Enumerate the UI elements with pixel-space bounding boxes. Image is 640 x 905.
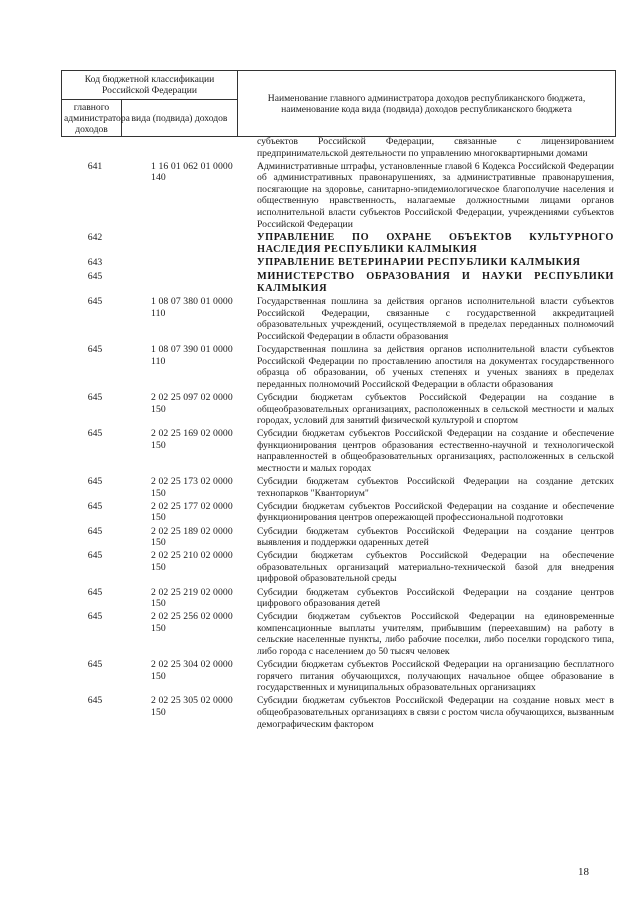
income-code-cell xyxy=(129,136,249,159)
table-row xyxy=(61,501,616,524)
income-name-cell: Субсидии бюджетам субъектов Российской Федерации на создание центров выявления и поддержки одаренных детей xyxy=(257,525,614,549)
table-row xyxy=(61,659,616,694)
income-name-cell: Субсидии бюджетам субъектов Российской Федерации на создание новых мест в общеобразовательных организациях в связи с ростом числа обучающихся, вызванным демографическим фактором xyxy=(257,695,614,730)
table-row xyxy=(61,161,616,231)
income-name-cell: Субсидии бюджетам субъектов Российской Федерации на обеспечение образовательных организаций материально-технической базой для внедрения цифровой образовательной среды xyxy=(257,550,614,585)
table-body xyxy=(61,136,616,732)
income-code-cell: 2 02 25 173 02 0000 150 xyxy=(151,476,233,499)
income-name-cell: Государственная пошлина за действия органов исполнительной власти субъектов Российской Федерации по проставлению апостиля на документах государственного образца об образовании, об ученых степенях и ученых званиях в пределах переданных полномочий Российской Федерации в области образования xyxy=(257,344,614,390)
income-name-cell: субъектов Российской Федерации, связанные с лицензированием предпринимательской деятельности по управлению многоквартирными домами xyxy=(257,136,614,159)
table-row xyxy=(61,296,616,342)
income-code-cell: 2 02 25 177 02 0000 150 xyxy=(151,500,233,524)
table-row xyxy=(61,428,616,474)
admin-code-cell: 645 xyxy=(87,344,103,356)
table-row xyxy=(61,611,616,657)
admin-code-cell: 645 xyxy=(87,428,103,440)
page-number: 18 xyxy=(578,866,589,878)
table-row xyxy=(61,695,616,730)
income-code-cell: 1 08 07 380 01 0000 110 xyxy=(151,296,233,319)
table-row xyxy=(61,271,616,295)
income-name-cell: Субсидии бюджетам субъектов Российской Федерации на создание и обеспечение функционирования центров опережающей профессиональной подготовки xyxy=(257,500,614,524)
income-code-cell: 2 02 25 169 02 0000 150 xyxy=(151,428,233,451)
admin-code-cell: 641 xyxy=(87,160,103,172)
admin-code-cell: 645 xyxy=(87,476,103,488)
admin-code-cell: 645 xyxy=(87,296,103,308)
income-name-cell: Субсидии бюджетам субъектов Российской Федерации на организацию бесплатного горячего питания обучающихся, получающих начальное общее образование в государственных и муниципальных образовательных организациях xyxy=(257,659,614,694)
income-code-cell: 1 08 07 390 01 0000 110 xyxy=(151,344,233,367)
admin-code-cell: 645 xyxy=(87,500,103,512)
income-name-cell: Субсидии бюджетам субъектов Российской Федерации на создание и обеспечение функционирования центров образования естественно-научной и технологической направленностей в общеобразовательных организациях, расположенных в сельской местности и малых городах xyxy=(257,428,614,475)
admin-code-cell: 645 xyxy=(87,611,103,623)
income-name-cell: Субсидии бюджетам субъектов Российской Федерации на создание центров цифрового образования детей xyxy=(257,586,614,610)
income-code-cell: 2 02 25 219 02 0000 150 xyxy=(151,586,233,610)
table-row xyxy=(61,257,616,269)
admin-code-cell: 645 xyxy=(87,659,103,671)
admin-code-cell: 645 xyxy=(87,270,103,282)
admin-code-cell: 645 xyxy=(87,586,103,598)
table-row xyxy=(61,136,616,159)
name-column-header: Наименование главного администратора доходов республиканского бюджета, наименование кода вида (подвида) доходов республиканского бюджета xyxy=(238,71,616,137)
admin-code-cell: 645 xyxy=(87,695,103,707)
income-code-cell: 2 02 25 305 02 0000 150 xyxy=(151,695,233,718)
income-code-cell: 2 02 25 097 02 0000 150 xyxy=(151,392,233,415)
admin-code-cell: 645 xyxy=(87,550,103,562)
admin-column-header: главного администратора доходов xyxy=(62,100,122,137)
income-name-cell: МИНИСТЕРСТВО ОБРАЗОВАНИЯ И НАУКИ РЕСПУБЛИКИ КАЛМЫКИЯ xyxy=(257,270,614,294)
admin-code-cell: 643 xyxy=(87,257,103,269)
income-name-cell: УПРАВЛЕНИЕ ВЕТЕРИНАРИИ РЕСПУБЛИКИ КАЛМЫКИЯ xyxy=(257,257,581,269)
table-header xyxy=(61,70,616,137)
table-row xyxy=(61,526,616,549)
admin-code-cell xyxy=(61,136,129,159)
income-code-cell: 2 02 25 304 02 0000 150 xyxy=(151,659,233,682)
table-row xyxy=(61,392,616,427)
table-row xyxy=(61,476,616,499)
income-name-cell: Государственная пошлина за действия органов исполнительной власти субъектов Российской Федерации, связанные с государственной аккредитацией образовательных учреждений, осуществляемой в пределах переданных полномочий Российской Федерации в области образования xyxy=(257,296,614,343)
income-code-cell xyxy=(129,257,249,269)
income-name-cell: Субсидии бюджетам субъектов Российской Федерации на единовременные компенсационные выплаты учителям, прибывшим (переехавшим) на работу в сельские населенные пункты, либо рабочие поселки, либо поселки городского типа, либо города с населением до 50 тысяч человек xyxy=(257,611,614,657)
income-name-cell: Субсидии бюджетам субъектов Российской Федерации на создание детских технопарков "Кванториум" xyxy=(257,476,614,499)
income-code-cell: 1 16 01 062 01 0000 140 xyxy=(151,160,233,184)
code-column-header: вида (подвида) доходов xyxy=(122,100,238,137)
income-code-cell: 2 02 25 256 02 0000 150 xyxy=(151,611,233,634)
income-code-cell xyxy=(129,271,249,295)
income-code-cell xyxy=(129,232,249,256)
income-code-cell: 2 02 25 210 02 0000 150 xyxy=(151,550,233,573)
income-name-cell: Субсидии бюджетам субъектов Российской Федерации на создание в общеобразовательных организациях, расположенных в сельской местности и малых городах, условий для занятий физической культурой и спортом xyxy=(257,392,614,427)
income-code-cell: 2 02 25 189 02 0000 150 xyxy=(151,525,233,549)
admin-code-cell: 645 xyxy=(87,392,103,403)
admin-code-cell: 645 xyxy=(87,525,103,537)
table-row xyxy=(61,550,616,585)
income-name-cell: Административные штрафы, установленные главой 6 Кодекса Российской Федерации об административных правонарушениях, за административные правонарушения, посягающие на здоровье, санитарно-эпидемиологическое благополучие населения и общественную нравственность, налагаемые должностными лицами органов исполнительной власти субъектов Российской Федерации, учреждениями субъектов Российской Федерации xyxy=(257,160,614,230)
table-row xyxy=(61,344,616,390)
income-name-cell: УПРАВЛЕНИЕ ПО ОХРАНЕ ОБЪЕКТОВ КУЛЬТУРНОГО НАСЛЕДИЯ РЕСПУБЛИКИ КАЛМЫКИЯ xyxy=(257,231,614,255)
admin-code-cell: 642 xyxy=(87,231,103,243)
table-row xyxy=(61,587,616,610)
budget-code-group-header: Код бюджетной классификации Российской Федерации xyxy=(62,71,238,100)
table-row xyxy=(61,232,616,256)
